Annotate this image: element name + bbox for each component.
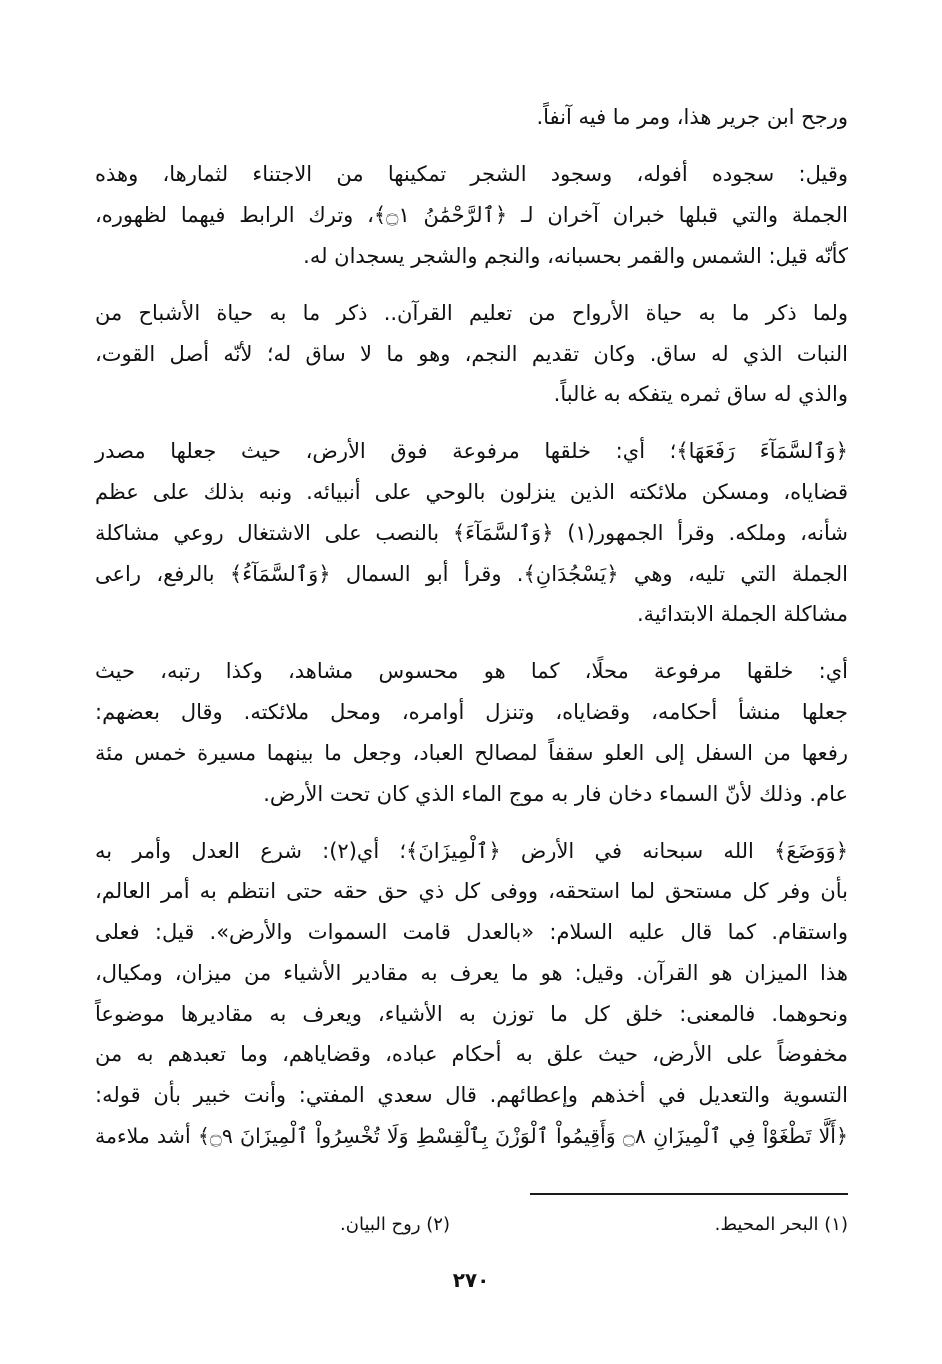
footnote-separator bbox=[530, 1193, 848, 1195]
text-line: ﴿وَٱلسَّمَآءَ رَفَعَهَا﴾؛ أي: خلقها مرفوعة فوق الأرض، حيث جعلها مصدر bbox=[95, 439, 848, 464]
text-line: النبات الذي له ساق. وكان تقديم النجم، وهو ما لا ساق له؛ لأنّه أصل القوت، bbox=[95, 341, 848, 366]
paragraph bbox=[95, 154, 848, 276]
paragraph bbox=[95, 651, 848, 814]
footnote: (٢) روح البيان. bbox=[340, 1214, 450, 1235]
text-line: ولما ذكر ما به حياة الأرواح من تعليم القرآن.. ذكر ما به حياة الأشباح من bbox=[95, 300, 848, 325]
text-line: ﴿وَوَضَعَ﴾ الله سبحانه في الأرض ﴿ٱلْمِيزَانَ﴾؛ أي(٢): شرع العدل وأمر به bbox=[95, 838, 848, 863]
text-line: ورجح ابن جرير هذا، ومر ما فيه آنفاً. bbox=[536, 105, 848, 129]
page-number: ٢٧٠ bbox=[452, 1268, 490, 1292]
text-line: مخفوضاً على الأرض، حيث علق به أحكام عباده، وقضاياهم، وما تعبدهم به من bbox=[95, 1042, 848, 1067]
text-line: هذا الميزان هو القرآن. وقيل: هو ما يعرف به مقادير الأشياء من ميزان، ومكيال، bbox=[95, 960, 848, 985]
text-line: شأنه، وملكه. وقرأ الجمهور(١) ﴿وَٱلسَّمَآءَ﴾ بالنصب على الاشتغال روعي مشاكلة bbox=[95, 520, 848, 545]
footnote: (١) البحر المحيط. bbox=[714, 1214, 848, 1235]
paragraph bbox=[95, 831, 848, 1157]
text-line: قضاياه، ومسكن ملائكته الذين ينزلون بالوحي على أنبيائه. ونبه بذلك على عظم bbox=[95, 480, 848, 505]
text-line: ونحوهما. فالمعنى: خلق كل ما توزن به الأشياء، ويعرف به مقاديرها موضوعاً bbox=[95, 1001, 848, 1026]
text-line: كأنّه قيل: الشمس والقمر بحسبانه، والنجم والشجر يسجدان له. bbox=[303, 243, 848, 268]
text-line: ﴿أَلَّا تَطْغَوْاْ فِي ٱلْمِيزَانِ ۝٨ وَأَقِيمُواْ ٱلْوَزْنَ بِٱلْقِسْطِ وَلَا تُخْسِرُواْ ٱلْمِيزَانَ ۝٩﴾ أشد ملاءمة bbox=[95, 1123, 848, 1148]
main-text bbox=[95, 97, 848, 1156]
paragraph bbox=[95, 431, 848, 635]
text-line: والذي له ساق ثمره يتفكه به غالباً. bbox=[553, 382, 848, 407]
text-line: أي: خلقها مرفوعة محلًا، كما هو محسوس مشاهد، وكذا رتبه، حيث bbox=[95, 659, 848, 684]
text-line: وقيل: سجوده أفوله، وسجود الشجر تمكينها من الاجتناء لثمارها، وهذه bbox=[95, 162, 848, 187]
paragraph bbox=[95, 97, 848, 138]
text-line: التسوية والتعديل في أخذهم وإعطائهم. قال سعدي المفتي: وأنت خبير بأن قوله: bbox=[95, 1082, 848, 1107]
text-line: بأن وفر كل مستحق لما استحقه، ووفى كل ذي حق حقه حتى انتظم به أمر العالم، bbox=[95, 879, 848, 904]
paragraph bbox=[95, 293, 848, 415]
text-line: الجملة والتي قبلها خبران آخران لـ ﴿ٱلرَّحْمَٰنُ ۝١﴾، وترك الرابط فيهما لظهوره، bbox=[95, 202, 848, 227]
text-line: مشاكلة الجملة الابتدائية. bbox=[636, 602, 848, 627]
text-line: واستقام. كما قال عليه السلام: «بالعدل قامت السموات والأرض». قيل: فعلى bbox=[95, 920, 848, 945]
text-line: جعلها منشأ أحكامه، وقضاياه، وتنزل أوامره، ومحل ملائكته. وقال بعضهم: bbox=[95, 700, 848, 725]
text-line: عام. وذلك لأنّ السماء دخان فار به موج الماء الذي كان تحت الأرض. bbox=[263, 781, 848, 806]
text-line: الجملة التي تليه، وهي ﴿يَسْجُدَانِ﴾. وقرأ أبو السمال ﴿وَٱلسَّمَآءُ﴾ بالرفع، راعى bbox=[95, 561, 848, 586]
text-line: رفعها من السفل إلى العلو سقفاً لمصالح العباد، وجعل ما بينهما مسيرة خمس مئة bbox=[95, 740, 848, 765]
